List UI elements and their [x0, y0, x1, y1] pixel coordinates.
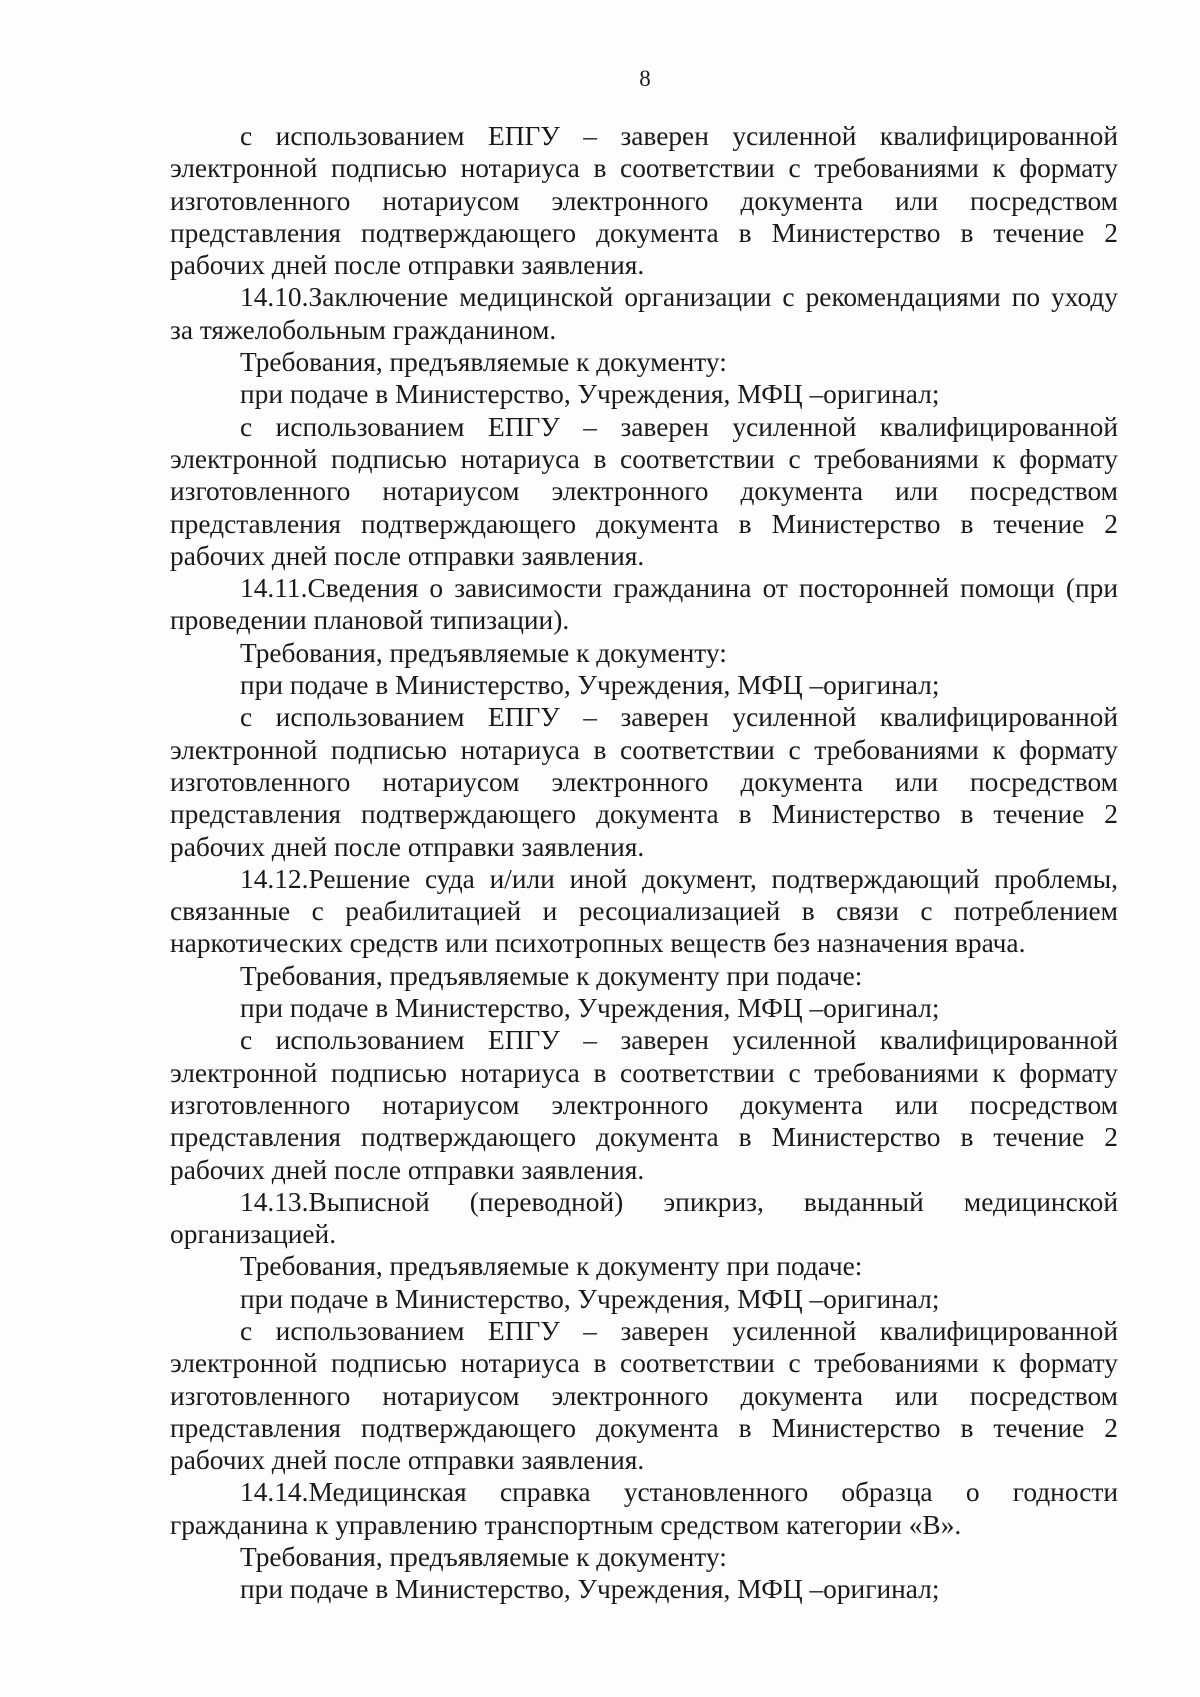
paragraph: Требования, предъявляемые к документу:: [240, 637, 727, 668]
paragraph: с использованием ЕПГУ – заверен усиленной квалифицированной электронной подписью нотариуса в соответствии с требованиями к формату изготовленного нотариусом электронного документа или посредством представления подтверждающего документа в Министерство в течение 2 рабочих дней после отправки заявления.: [170, 702, 1118, 862]
section-heading: 14.10.Заключение медицинской организации с рекомендациями по уходу за тяжелобольным гражданином.: [170, 282, 1118, 345]
paragraph: с использованием ЕПГУ – заверен усиленной квалифицированной электронной подписью нотариуса в соответствии с требованиями к формату изготовленного нотариусом электронного документа или посредством представления подтверждающего документа в Министерство в течение 2 рабочих дней после отправки заявления.: [170, 1315, 1118, 1476]
paragraph: при подаче в Министерство, Учреждения, МФЦ –оригинал;: [240, 1574, 940, 1605]
paragraph: при подаче в Министерство, Учреждения, МФЦ –оригинал;: [240, 670, 940, 701]
document-body: [170, 120, 1118, 1606]
paragraph: с использованием ЕПГУ – заверен усиленной квалифицированной электронной подписью нотариуса в соответствии с требованиями к формату изготовленного нотариусом электронного документа или посредством представления подтверждающего документа в Министерство в течение 2 рабочих дней после отправки заявления.: [170, 411, 1118, 571]
section-heading: 14.11.Сведения о зависимости гражданина от посторонней помощи (при проведении плановой типизации).: [170, 573, 1118, 636]
section-heading: 14.12.Решение суда и/или иной документ, подтверждающий проблемы, связанные с реабилитацией и ресоциализацией в связи с потреблением наркотических средств или психотропных веществ без назначения врача.: [170, 863, 1118, 959]
paragraph: Требования, предъявляемые к документу при подаче:: [240, 960, 863, 991]
paragraph: Требования, предъявляемые к документу:: [240, 1542, 727, 1573]
paragraph: с использованием ЕПГУ – заверен усиленной квалифицированной электронной подписью нотариуса в соответствии с требованиями к формату изготовленного нотариусом электронного документа или посредством представления подтверждающего документа в Министерство в течение 2 рабочих дней после отправки заявления.: [170, 1025, 1118, 1185]
paragraph: с использованием ЕПГУ – заверен усиленной квалифицированной электронной подписью нотариуса в соответствии с требованиями к формату изготовленного нотариусом электронного документа или посредством представления подтверждающего документа в Министерство в течение 2 рабочих дней после отправки заявления.: [170, 121, 1118, 281]
section-heading: 14.14.Медицинская справка установленного образца о годности гражданина к управлению транспортным средством категории «В».: [170, 1477, 1118, 1540]
paragraph: при подаче в Министерство, Учреждения, МФЦ –оригинал;: [240, 1283, 940, 1314]
paragraph: Требования, предъявляемые к документу при подаче:: [240, 1251, 863, 1282]
paragraph: при подаче в Министерство, Учреждения, МФЦ –оригинал;: [240, 379, 940, 410]
paragraph: при подаче в Министерство, Учреждения, МФЦ –оригинал;: [240, 993, 940, 1024]
section-heading: 14.13.Выписной (переводной) эпикриз, выданный медицинской организацией.: [170, 1186, 1118, 1250]
page-number: 8: [639, 66, 651, 91]
paragraph: Требования, предъявляемые к документу:: [240, 347, 727, 378]
